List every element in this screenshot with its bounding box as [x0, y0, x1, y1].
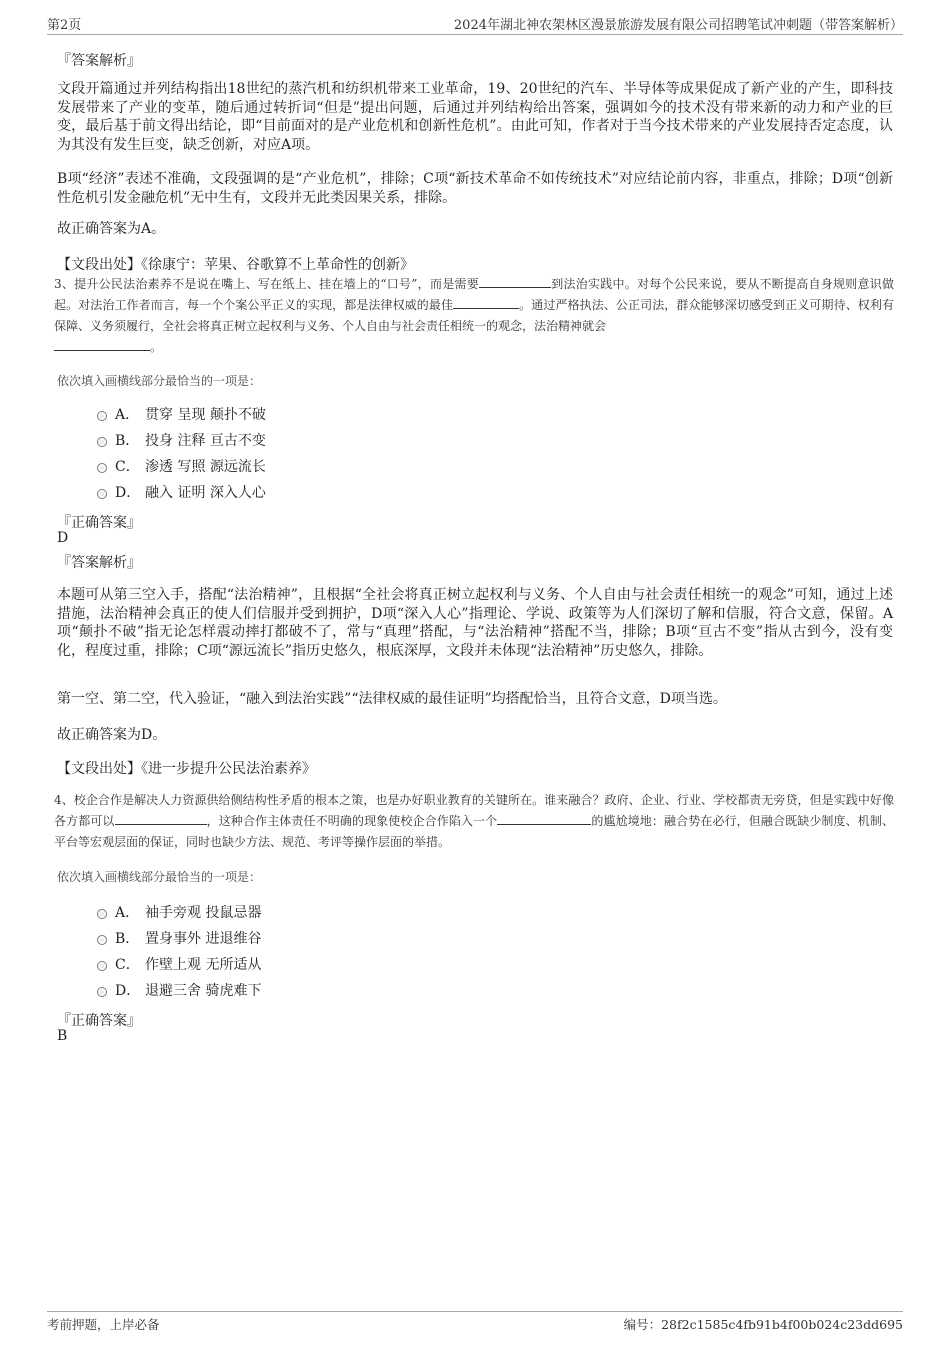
q4-blank-2 — [497, 812, 591, 825]
q4-blank-1 — [115, 812, 207, 825]
q3-stem — [54, 274, 894, 358]
radio-icon[interactable] — [97, 935, 107, 945]
q3-source: 【文段出处】《进一步提升公民法治素养》 — [57, 761, 316, 777]
correct-answer-label-q3: 『正确答案』 — [57, 515, 141, 531]
q4-stem-part-b: ，这种合作主体责任不明确的现象使校企合作陷入一个 — [206, 814, 498, 828]
q3-analysis-p1: 本题可从第三空入手，搭配“法治精神”，且根据“全社会将真正树立起权利与义务、个人自由与社会责任相统一的观念”可知，通过上述措施，法治精神会真正的使人们信服并受到拥护，D项“深入人心”指理论、学说、政策等为人们深切了解和信服，符合文意，保留。A项“颠扑不破”指无论怎样震动摔打都破不了，常与“真理”搭配，与“法治精神”搭配不当，排除；B项“亘古不变”指从古到今，没有变化，程度过重，排除；C项“源远流长”指历史悠久，根底深厚，文段并未体现“法治精神”历史悠久，排除。 — [57, 587, 893, 659]
page-header — [47, 12, 903, 35]
radio-icon[interactable] — [97, 961, 107, 971]
q3-stem-part-d: 。 — [150, 340, 163, 354]
page-number: 第2页 — [47, 18, 82, 33]
q3-analysis-p2: 第一空、第二空，代入验证，“融入到法治实践”“法律权威的最佳证明”均搭配恰当，且符合文意，D项当选。 — [57, 691, 727, 707]
document-id: 编号：28f2c1585c4fb91b4f00b024c23dd695 — [623, 1317, 903, 1332]
q2-analysis-p1: 文段开篇通过并列结构指出18世纪的蒸汽机和纺织机带来工业革命，19、20世纪的汽车、半导体等成果促成了新产业的产生，即科技发展带来了产业的变革，随后通过转折词“但是”提出问题，后通过并列结构给出答案，强调如今的技术没有带来新的动力和产业的巨变，最后基于前文得出结论，即“目前面对的是产业危机和创新性危机”。由此可知，作者对于当今技术带来的产业发展持否定态度，认为其没有发生巨变，缺乏创新，对应A项。 — [57, 81, 893, 153]
q4-prompt: 依次填入画横线部分最恰当的一项是： — [57, 870, 262, 884]
q3-stem-part-b: 到法治实践中。对每个公民来说，要从不断提高自身规则意识做起。对法治工作者而言，每一个个案公平正义的实现，都是法律权威的最佳 — [54, 277, 894, 312]
q3-answer: D — [57, 530, 69, 546]
document-title: 2024年湖北神农架林区漫景旅游发展有限公司招聘笔试冲刺题（带答案解析） — [453, 18, 903, 33]
radio-icon[interactable] — [97, 909, 107, 919]
analysis-label-q2: 『答案解析』 — [57, 53, 141, 69]
q2-source: 【文段出处】《徐康宁：苹果、谷歌算不上革命性的创新》 — [57, 257, 414, 273]
radio-icon[interactable] — [97, 463, 107, 473]
q3-blank-1 — [479, 275, 551, 288]
footer-slogan: 考前押题，上岸必备 — [47, 1317, 160, 1332]
page-footer — [47, 1311, 903, 1336]
q3-prompt: 依次填入画横线部分最恰当的一项是： — [57, 374, 262, 388]
q4-stem — [54, 790, 894, 853]
radio-icon[interactable] — [97, 411, 107, 421]
q4-answer: B — [57, 1028, 68, 1044]
q2-analysis-p2: B项“经济”表述不准确，文段强调的是“产业危机”，排除；C项“新技术革命不如传统技术”对应结论前内容，非重点，排除；D项“创新性危机引发金融危机”无中生有，文段并无此类因果关系，排除。 — [57, 171, 893, 206]
q2-conclusion: 故正确答案为A。 — [57, 221, 166, 237]
radio-icon[interactable] — [97, 437, 107, 447]
radio-icon[interactable] — [97, 489, 107, 499]
q3-stem-part-c: 。通过严格执法、公正司法，群众能够深切感受到正义可期待、权利有保障、义务须履行，全社会将真正树立起权利与义务、个人自由与社会责任相统一的观念，法治精神就会 — [54, 298, 894, 333]
q3-blank-2 — [453, 296, 519, 309]
analysis-label-q3: 『答案解析』 — [57, 555, 141, 571]
radio-icon[interactable] — [97, 987, 107, 997]
q3-stem-part-a: 3、提升公民法治素养不是说在嘴上、写在纸上、挂在墙上的“口号”，而是需要 — [54, 277, 479, 291]
q3-conclusion: 故正确答案为D。 — [57, 727, 167, 743]
q4-stem-part-c: 的尴尬境地：融合势在必行，但融合既缺少制度、机制、平台等宏观层面的保证，同时也缺少方法、规范、考评等操作层面的举措。 — [54, 814, 894, 849]
q3-blank-3 — [54, 338, 150, 351]
q4-stem-part-a: 4、校企合作是解决人力资源供给侧结构性矛盾的根本之策，也是办好职业教育的关键所在。谁来融合？政府、企业、行业、学校都责无旁贷，但是实践中好像各方都可以 — [54, 793, 894, 828]
correct-answer-label-q4: 『正确答案』 — [57, 1013, 141, 1029]
